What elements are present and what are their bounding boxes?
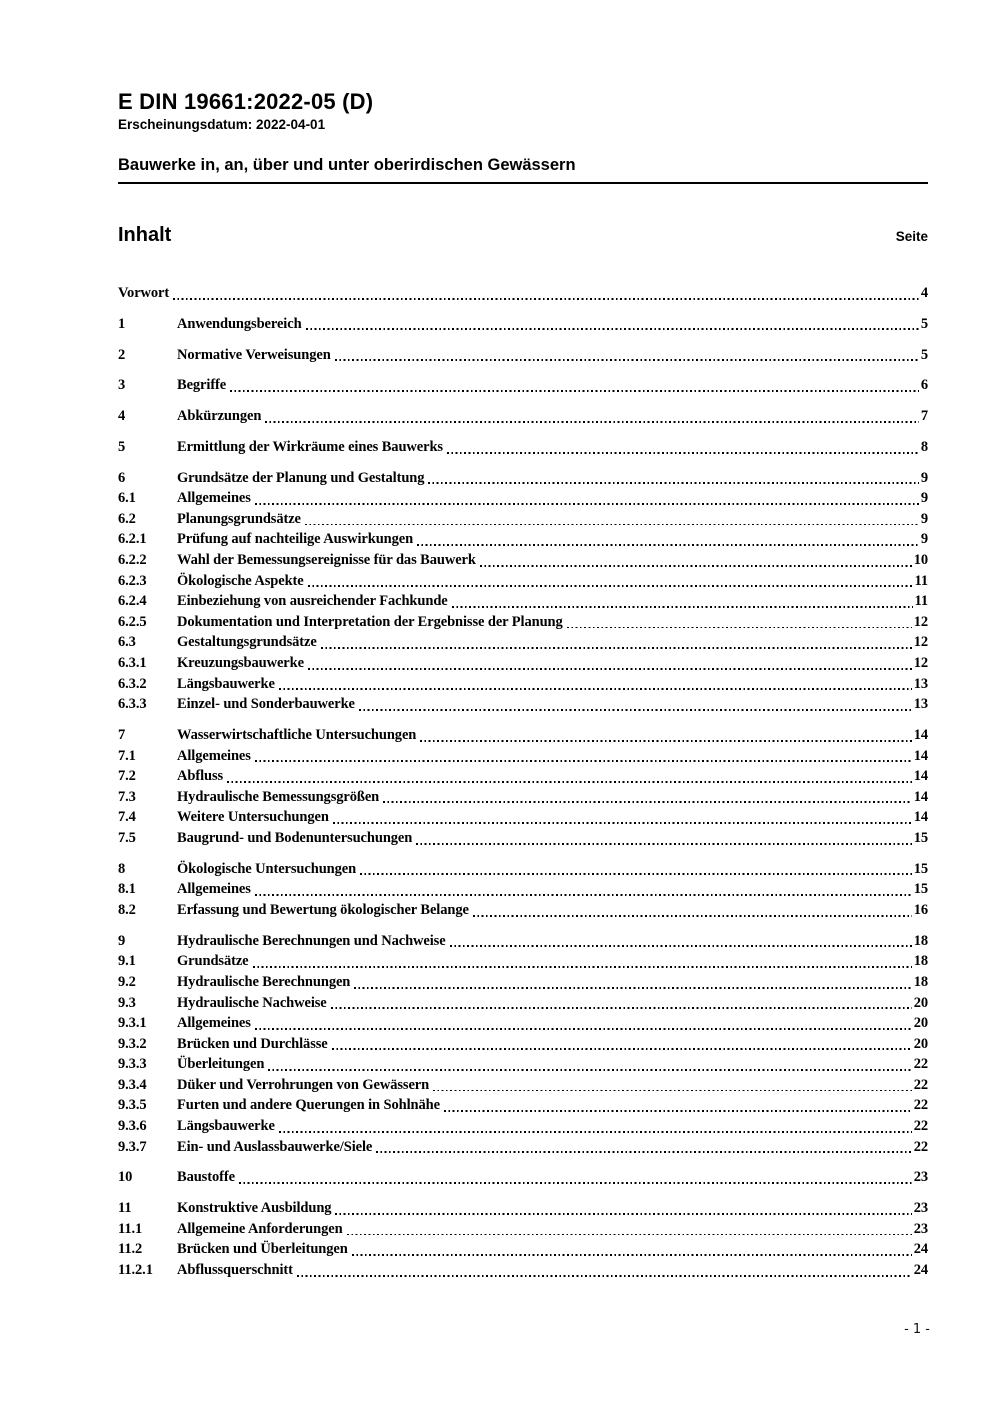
dot-leader [372, 1137, 913, 1158]
toc-entry-title: Vorwort [118, 285, 170, 301]
toc-group [118, 406, 928, 427]
dot-leader [416, 725, 913, 746]
toc-entry-page: 15 [913, 829, 928, 846]
toc-entry-number: 4 [118, 408, 126, 425]
toc-entry [118, 571, 928, 592]
dot-leader [169, 283, 921, 304]
toc-entry-number: 8.1 [118, 881, 136, 898]
toc-group [118, 468, 928, 715]
toc-group [118, 1167, 928, 1188]
toc-entry-page: 20 [913, 1015, 928, 1032]
toc-entry [118, 1075, 928, 1096]
toc-entry-number: 11.1 [118, 1220, 143, 1237]
toc-entry-page: 24 [913, 1241, 928, 1258]
toc-entry [118, 509, 928, 530]
dot-leader [261, 406, 921, 427]
toc-entry-title: Baustoffe [177, 1169, 235, 1186]
toc-entry-number: 9.3.7 [118, 1138, 147, 1155]
toc-entry-page: 11 [914, 593, 928, 610]
dot-leader [440, 1095, 914, 1116]
toc-entry-page: 16 [913, 901, 928, 918]
toc-entry-number: 7.1 [118, 747, 136, 764]
toc-entry [118, 1239, 928, 1260]
toc-page-column-label: Seite [895, 229, 928, 244]
dot-leader [304, 653, 914, 674]
dot-leader [443, 437, 921, 458]
toc-entry-title: Einzel- und Sonderbauwerke [177, 696, 355, 713]
toc-entry-title: Wahl der Bemessungsereignisse für das Bauwerk [177, 552, 476, 569]
toc-entry-page: 18 [913, 953, 928, 970]
dot-leader [476, 550, 914, 571]
toc-entry [118, 1167, 928, 1188]
toc-entry-number: 8.2 [118, 901, 136, 918]
toc-entry-number: 11.2 [118, 1241, 143, 1258]
toc-entry-title: Allgemeines [177, 1015, 251, 1032]
dot-leader [302, 314, 921, 335]
toc-group [118, 859, 928, 921]
toc-entry [118, 345, 928, 366]
toc-entry-page: 23 [913, 1200, 928, 1217]
toc-list [118, 283, 928, 1281]
toc-entry [118, 674, 928, 695]
dot-leader [251, 488, 921, 509]
toc-entry-number: 9.3.3 [118, 1056, 147, 1073]
dot-leader [446, 931, 914, 952]
toc-entry [118, 746, 928, 767]
toc-entry-page: 4 [920, 285, 928, 301]
toc-entry-page: 5 [920, 346, 928, 363]
toc-group [118, 437, 928, 458]
dot-leader [235, 1167, 914, 1188]
toc-entry-title: Hydraulische Nachweise [177, 994, 327, 1011]
dot-leader [448, 591, 915, 612]
dot-leader [327, 993, 914, 1014]
toc-entry-page: 18 [913, 932, 928, 949]
toc-entry [118, 725, 928, 746]
toc-entry [118, 653, 928, 674]
dot-leader [275, 674, 914, 695]
page-content [118, 0, 928, 1291]
release-date: Erscheinungsdatum: 2022-04-01 [118, 117, 326, 132]
toc-group [118, 314, 928, 335]
dot-leader [275, 1116, 914, 1137]
toc-entry-title: Allgemeines [177, 881, 251, 898]
dot-leader [304, 571, 915, 592]
toc-entry-number: 9 [118, 932, 126, 949]
toc-entry-number: 3 [118, 377, 126, 394]
dot-leader [429, 1075, 914, 1096]
toc-entry-page: 5 [920, 315, 928, 332]
toc-entry-number: 7.2 [118, 768, 136, 785]
toc-entry-page: 11 [914, 572, 928, 589]
dot-leader [379, 787, 914, 808]
toc-entry-page: 13 [913, 675, 928, 692]
toc-entry-title: Abkürzungen [177, 408, 262, 425]
toc-entry-page: 10 [913, 552, 928, 569]
toc-entry-page: 8 [920, 438, 928, 455]
dot-leader [356, 859, 914, 880]
dot-leader [329, 807, 914, 828]
toc-entry-number: 1 [118, 315, 126, 332]
toc-entry [118, 766, 928, 787]
toc-entry-title: Normative Verweisungen [177, 346, 331, 363]
toc-entry [118, 1013, 928, 1034]
toc-entry [118, 375, 928, 396]
toc-entry [118, 1137, 928, 1158]
toc-entry [118, 1219, 928, 1240]
dot-leader [264, 1054, 913, 1075]
toc-entry-number: 6.1 [118, 490, 136, 507]
dot-leader [328, 1034, 914, 1055]
document-title: Bauwerke in, an, über und unter oberirdischen Gewässern [118, 155, 928, 184]
toc-entry [118, 931, 928, 952]
toc-entry-number: 11.2.1 [118, 1262, 153, 1278]
toc-entry-title: Kreuzungsbauwerke [177, 655, 304, 672]
toc-entry-number: 2 [118, 346, 126, 363]
toc-entry-title: Düker und Verrohrungen von Gewässern [177, 1076, 430, 1093]
toc-entry-page: 22 [913, 1097, 928, 1114]
toc-entry-title: Konstruktive Ausbildung [177, 1200, 332, 1217]
toc-entry-page: 15 [913, 860, 928, 877]
toc-entry-page: 20 [913, 994, 928, 1011]
toc-entry-page: 22 [913, 1056, 928, 1073]
toc-entry-number: 8 [118, 860, 126, 877]
toc-entry-page: 14 [913, 809, 928, 826]
toc-group [118, 1198, 928, 1280]
toc-entry-page: 12 [913, 655, 928, 672]
toc-entry-page: 22 [913, 1076, 928, 1093]
toc-entry [118, 283, 928, 304]
toc-entry [118, 951, 928, 972]
toc-entry-title: Hydraulische Bemessungsgrößen [177, 788, 380, 805]
toc-entry-page: 9 [920, 531, 928, 548]
dot-leader [251, 879, 914, 900]
toc-entry [118, 612, 928, 633]
toc-header-row [118, 222, 928, 249]
toc-entry-title: Brücken und Überleitungen [177, 1241, 348, 1258]
toc-entry-number: 9.2 [118, 973, 136, 990]
toc-entry-number: 6.3.2 [118, 675, 147, 692]
toc-group [118, 931, 928, 1158]
toc-entry [118, 1054, 928, 1075]
dot-leader [249, 951, 914, 972]
dot-leader [413, 529, 921, 550]
toc-entry [118, 787, 928, 808]
toc-entry-number: 7.4 [118, 809, 136, 826]
toc-entry-number: 6.2.5 [118, 613, 147, 630]
toc-entry-number: 10 [118, 1169, 133, 1186]
toc-entry-page: 12 [913, 613, 928, 630]
toc-entry-title: Erfassung und Bewertung ökologischer Belange [177, 901, 469, 918]
toc-entry-number: 6.2.2 [118, 552, 147, 569]
dot-leader [350, 972, 913, 993]
toc-entry-title: Baugrund- und Bodenuntersuchungen [177, 829, 413, 846]
dot-leader [226, 375, 921, 396]
toc-group [118, 345, 928, 366]
toc-entry-title: Furten und andere Querungen in Sohlnähe [177, 1097, 440, 1114]
toc-entry-number: 9.3.6 [118, 1118, 147, 1135]
toc-entry-title: Überleitungen [177, 1056, 265, 1073]
toc-entry-title: Ökologische Untersuchungen [177, 860, 357, 877]
toc-entry-title: Hydraulische Berechnungen [177, 973, 351, 990]
dot-leader [424, 468, 920, 489]
toc-entry-number: 7.5 [118, 829, 136, 846]
dot-leader [293, 1260, 914, 1281]
toc-entry-number: 11 [118, 1200, 132, 1217]
toc-entry-title: Einbeziehung von ausreichender Fachkunde [177, 593, 448, 610]
toc-entry-page: 9 [920, 490, 928, 507]
toc-entry-title: Ermittlung der Wirkräume eines Bauwerks [177, 438, 443, 455]
toc-entry [118, 1198, 928, 1219]
dot-leader [348, 1239, 914, 1260]
toc-entry-page: 13 [913, 696, 928, 713]
toc-entry-title: Brücken und Durchlässe [177, 1035, 328, 1052]
toc-entry-page: 14 [913, 788, 928, 805]
toc-entry [118, 437, 928, 458]
toc-entry-number: 6.2.4 [118, 593, 147, 610]
toc-entry-page: 14 [913, 747, 928, 764]
toc-entry-title: Abfluss [177, 768, 224, 785]
toc-group [118, 283, 928, 304]
toc-entry [118, 828, 928, 849]
dot-leader [563, 612, 914, 633]
toc-entry-number: 6 [118, 469, 126, 486]
toc-entry-page: 14 [913, 727, 928, 743]
toc-entry [118, 1116, 928, 1137]
toc-entry-title: Längsbauwerke [177, 1118, 275, 1135]
toc-entry-page: 7 [920, 408, 928, 425]
toc-entry-number: 7.3 [118, 788, 136, 805]
dot-leader [301, 509, 921, 530]
dot-leader [343, 1219, 914, 1240]
toc-entry [118, 488, 928, 509]
toc-entry [118, 1034, 928, 1055]
toc-entry-page: 23 [913, 1220, 928, 1237]
toc-entry-number: 6.2 [118, 510, 136, 527]
toc-entry-title: Ein- und Auslassbauwerke/Siele [177, 1138, 373, 1155]
toc-entry-title: Prüfung auf nachteilige Auswirkungen [177, 531, 414, 548]
dot-leader [469, 900, 914, 921]
toc-entry-title: Allgemeines [177, 490, 251, 507]
toc-entry-page: 18 [913, 973, 928, 990]
toc-entry-title: Weitere Untersuchungen [177, 809, 329, 826]
toc-entry-title: Allgemeines [177, 747, 251, 764]
dot-leader [317, 632, 914, 653]
toc-entry [118, 694, 928, 715]
toc-entry-number: 9.3.4 [118, 1076, 147, 1093]
toc-entry-number: 7 [118, 727, 126, 743]
toc-group [118, 725, 928, 849]
toc-entry [118, 406, 928, 427]
toc-entry-title: Planungsgrundsätze [177, 510, 301, 527]
toc-entry-number: 6.3.3 [118, 696, 147, 713]
toc-entry-title: Anwendungsbereich [177, 315, 302, 332]
toc-entry-page: 6 [920, 377, 928, 394]
toc-entry-title: Allgemeine Anforderungen [177, 1220, 343, 1237]
dot-leader [355, 694, 914, 715]
dot-leader [331, 345, 921, 366]
dot-leader [412, 828, 913, 849]
dot-leader [251, 1013, 914, 1034]
toc-entry [118, 591, 928, 612]
toc-entry [118, 807, 928, 828]
toc-entry-page: 22 [913, 1138, 928, 1155]
dot-leader [331, 1198, 913, 1219]
toc-entry-title: Gestaltungsgrundsätze [177, 634, 317, 651]
toc-entry [118, 859, 928, 880]
toc-entry [118, 1260, 928, 1281]
toc-entry [118, 632, 928, 653]
toc-entry [118, 529, 928, 550]
toc-entry-number: 9.3.2 [118, 1035, 147, 1052]
toc-entry-number: 6.3 [118, 634, 136, 651]
toc-entry-page: 20 [913, 1035, 928, 1052]
toc-entry [118, 972, 928, 993]
toc-entry-title: Ökologische Aspekte [177, 572, 304, 589]
toc-entry-title: Längsbauwerke [177, 675, 275, 692]
toc-entry-number: 9.1 [118, 953, 136, 970]
toc-entry [118, 993, 928, 1014]
toc-entry-page: 22 [913, 1118, 928, 1135]
toc-entry [118, 879, 928, 900]
toc-entry-title: Wasserwirtschaftliche Untersuchungen [177, 727, 417, 743]
toc-entry-number: 6.2.3 [118, 572, 147, 589]
toc-entry-title: Hydraulische Berechnungen und Nachweise [177, 932, 446, 949]
toc-entry-title: Grundsätze [177, 953, 249, 970]
toc-entry-title: Begriffe [177, 377, 227, 394]
toc-entry-number: 9.3.5 [118, 1097, 147, 1114]
toc-entry-number: 6.2.1 [118, 531, 147, 548]
toc-entry [118, 900, 928, 921]
toc-entry [118, 1095, 928, 1116]
toc-entry-page: 15 [913, 881, 928, 898]
toc-entry-page: 14 [913, 768, 928, 785]
page-number-footer: - 1 - [904, 1322, 930, 1337]
toc-heading: Inhalt [118, 224, 172, 246]
toc-entry-title: Grundsätze der Planung und Gestaltung [177, 469, 425, 486]
dot-leader [251, 746, 914, 767]
toc-group [118, 375, 928, 396]
dot-leader [223, 766, 914, 787]
toc-entry-number: 9.3.1 [118, 1015, 147, 1032]
toc-entry [118, 550, 928, 571]
toc-entry-page: 24 [913, 1262, 928, 1278]
toc-entry-page: 12 [913, 634, 928, 651]
toc-entry-page: 9 [920, 469, 928, 486]
toc-entry-number: 5 [118, 438, 126, 455]
toc-entry-number: 9.3 [118, 994, 136, 1011]
toc-entry-title: Abflussquerschnitt [177, 1262, 293, 1278]
toc-entry-number: 6.3.1 [118, 655, 147, 672]
toc-entry-page: 23 [913, 1169, 928, 1186]
toc-entry [118, 314, 928, 335]
toc-entry-page: 9 [920, 510, 928, 527]
toc-entry-title: Dokumentation und Interpretation der Ergebnisse der Planung [177, 613, 563, 630]
toc-entry [118, 468, 928, 489]
document-id: E DIN 19661:2022-05 (D) [118, 89, 374, 114]
